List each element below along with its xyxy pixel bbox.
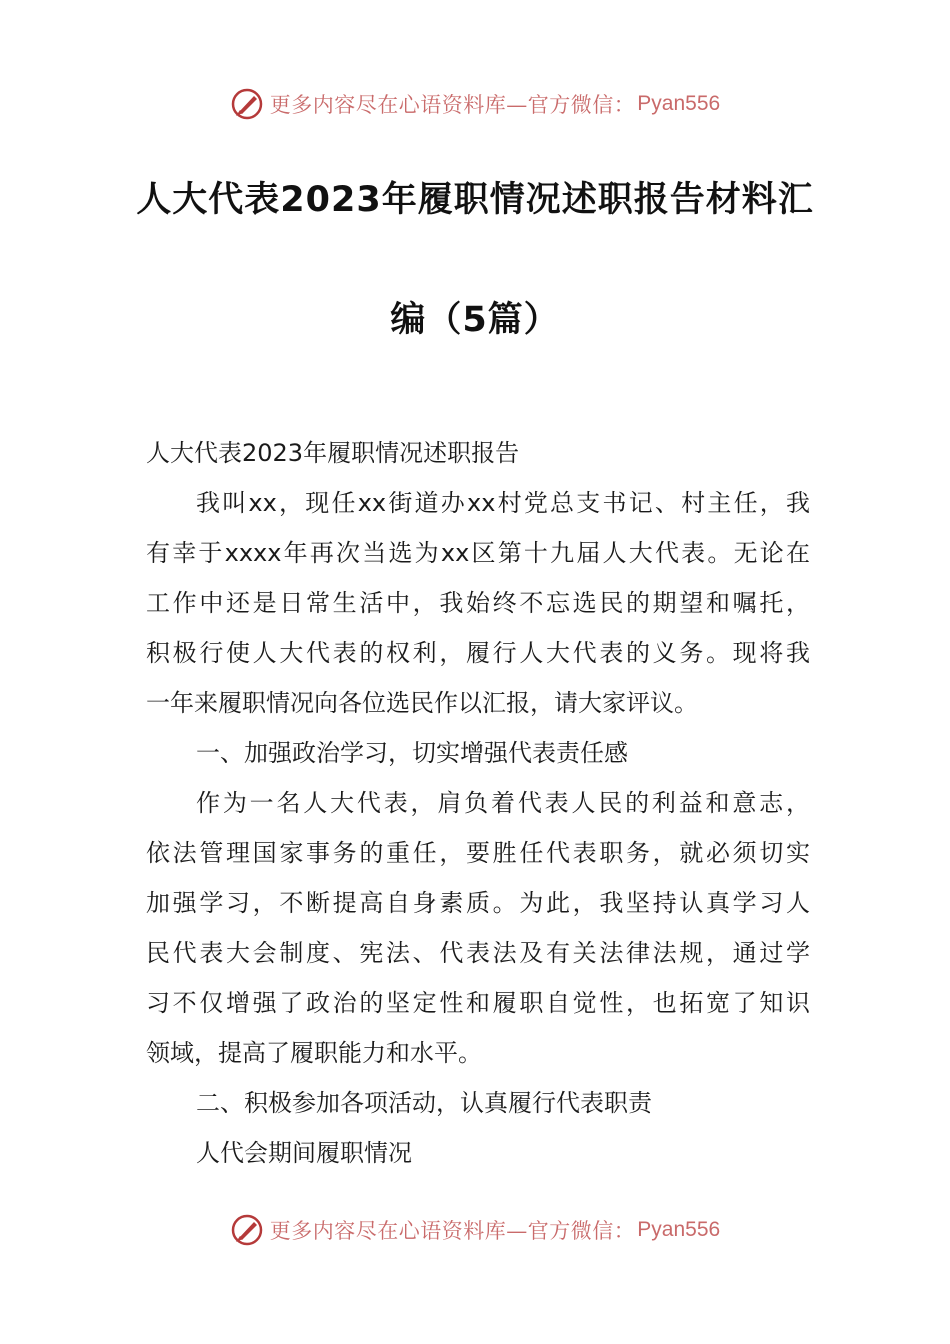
pen-logo-icon <box>230 87 264 121</box>
body-line: 依法管理国家事务的重任，要胜任代表职务，就必须切实 <box>146 839 810 867</box>
body-line: 作为一名人大代表，肩负着代表人民的利益和意志， <box>196 789 810 817</box>
body-line: 习不仅增强了政治的坚定性和履职自觉性，也拓宽了知识 <box>146 989 810 1017</box>
banner-text: 更多内容尽在心语资料库—官方微信： <box>269 1219 636 1243</box>
banner-text: 更多内容尽在心语资料库—官方微信： <box>269 93 636 117</box>
footer-banner <box>0 1210 950 1250</box>
section-subtitle: 人大代表2023年履职情况述职报告 <box>146 439 520 467</box>
header-banner <box>0 84 950 124</box>
banner-wechat-id: Pyan556 <box>637 92 721 115</box>
body-line: 有幸于xxxx年再次当选为xx区第十九届人大代表。无论在 <box>146 539 810 567</box>
section-heading-1: 一、加强政治学习，切实增强代表责任感 <box>196 739 628 767</box>
document-title-line-1: 人大代表2023年履职情况述职报告材料汇 <box>136 180 814 220</box>
body-line: 人代会期间履职情况 <box>196 1139 412 1167</box>
body-line: 工作中还是日常生活中，我始终不忘选民的期望和嘱托， <box>146 589 810 617</box>
document-title-line-2: 编（5篇） <box>390 300 560 340</box>
body-line: 我叫xx，现任xx街道办xx村党总支书记、村主任，我 <box>196 489 810 517</box>
body-line: 积极行使人大代表的权利，履行人大代表的义务。现将我 <box>146 639 810 667</box>
pen-logo-icon <box>230 1213 264 1247</box>
body-line: 领域，提高了履职能力和水平。 <box>146 1039 482 1067</box>
body-line: 民代表大会制度、宪法、代表法及有关法律法规，通过学 <box>146 939 810 967</box>
section-heading-2: 二、积极参加各项活动，认真履行代表职责 <box>196 1089 652 1117</box>
body-line: 一年来履职情况向各位选民作以汇报，请大家评议。 <box>146 689 698 717</box>
body-line: 加强学习，不断提高自身素质。为此，我坚持认真学习人 <box>146 889 810 917</box>
banner-wechat-id: Pyan556 <box>637 1218 721 1241</box>
